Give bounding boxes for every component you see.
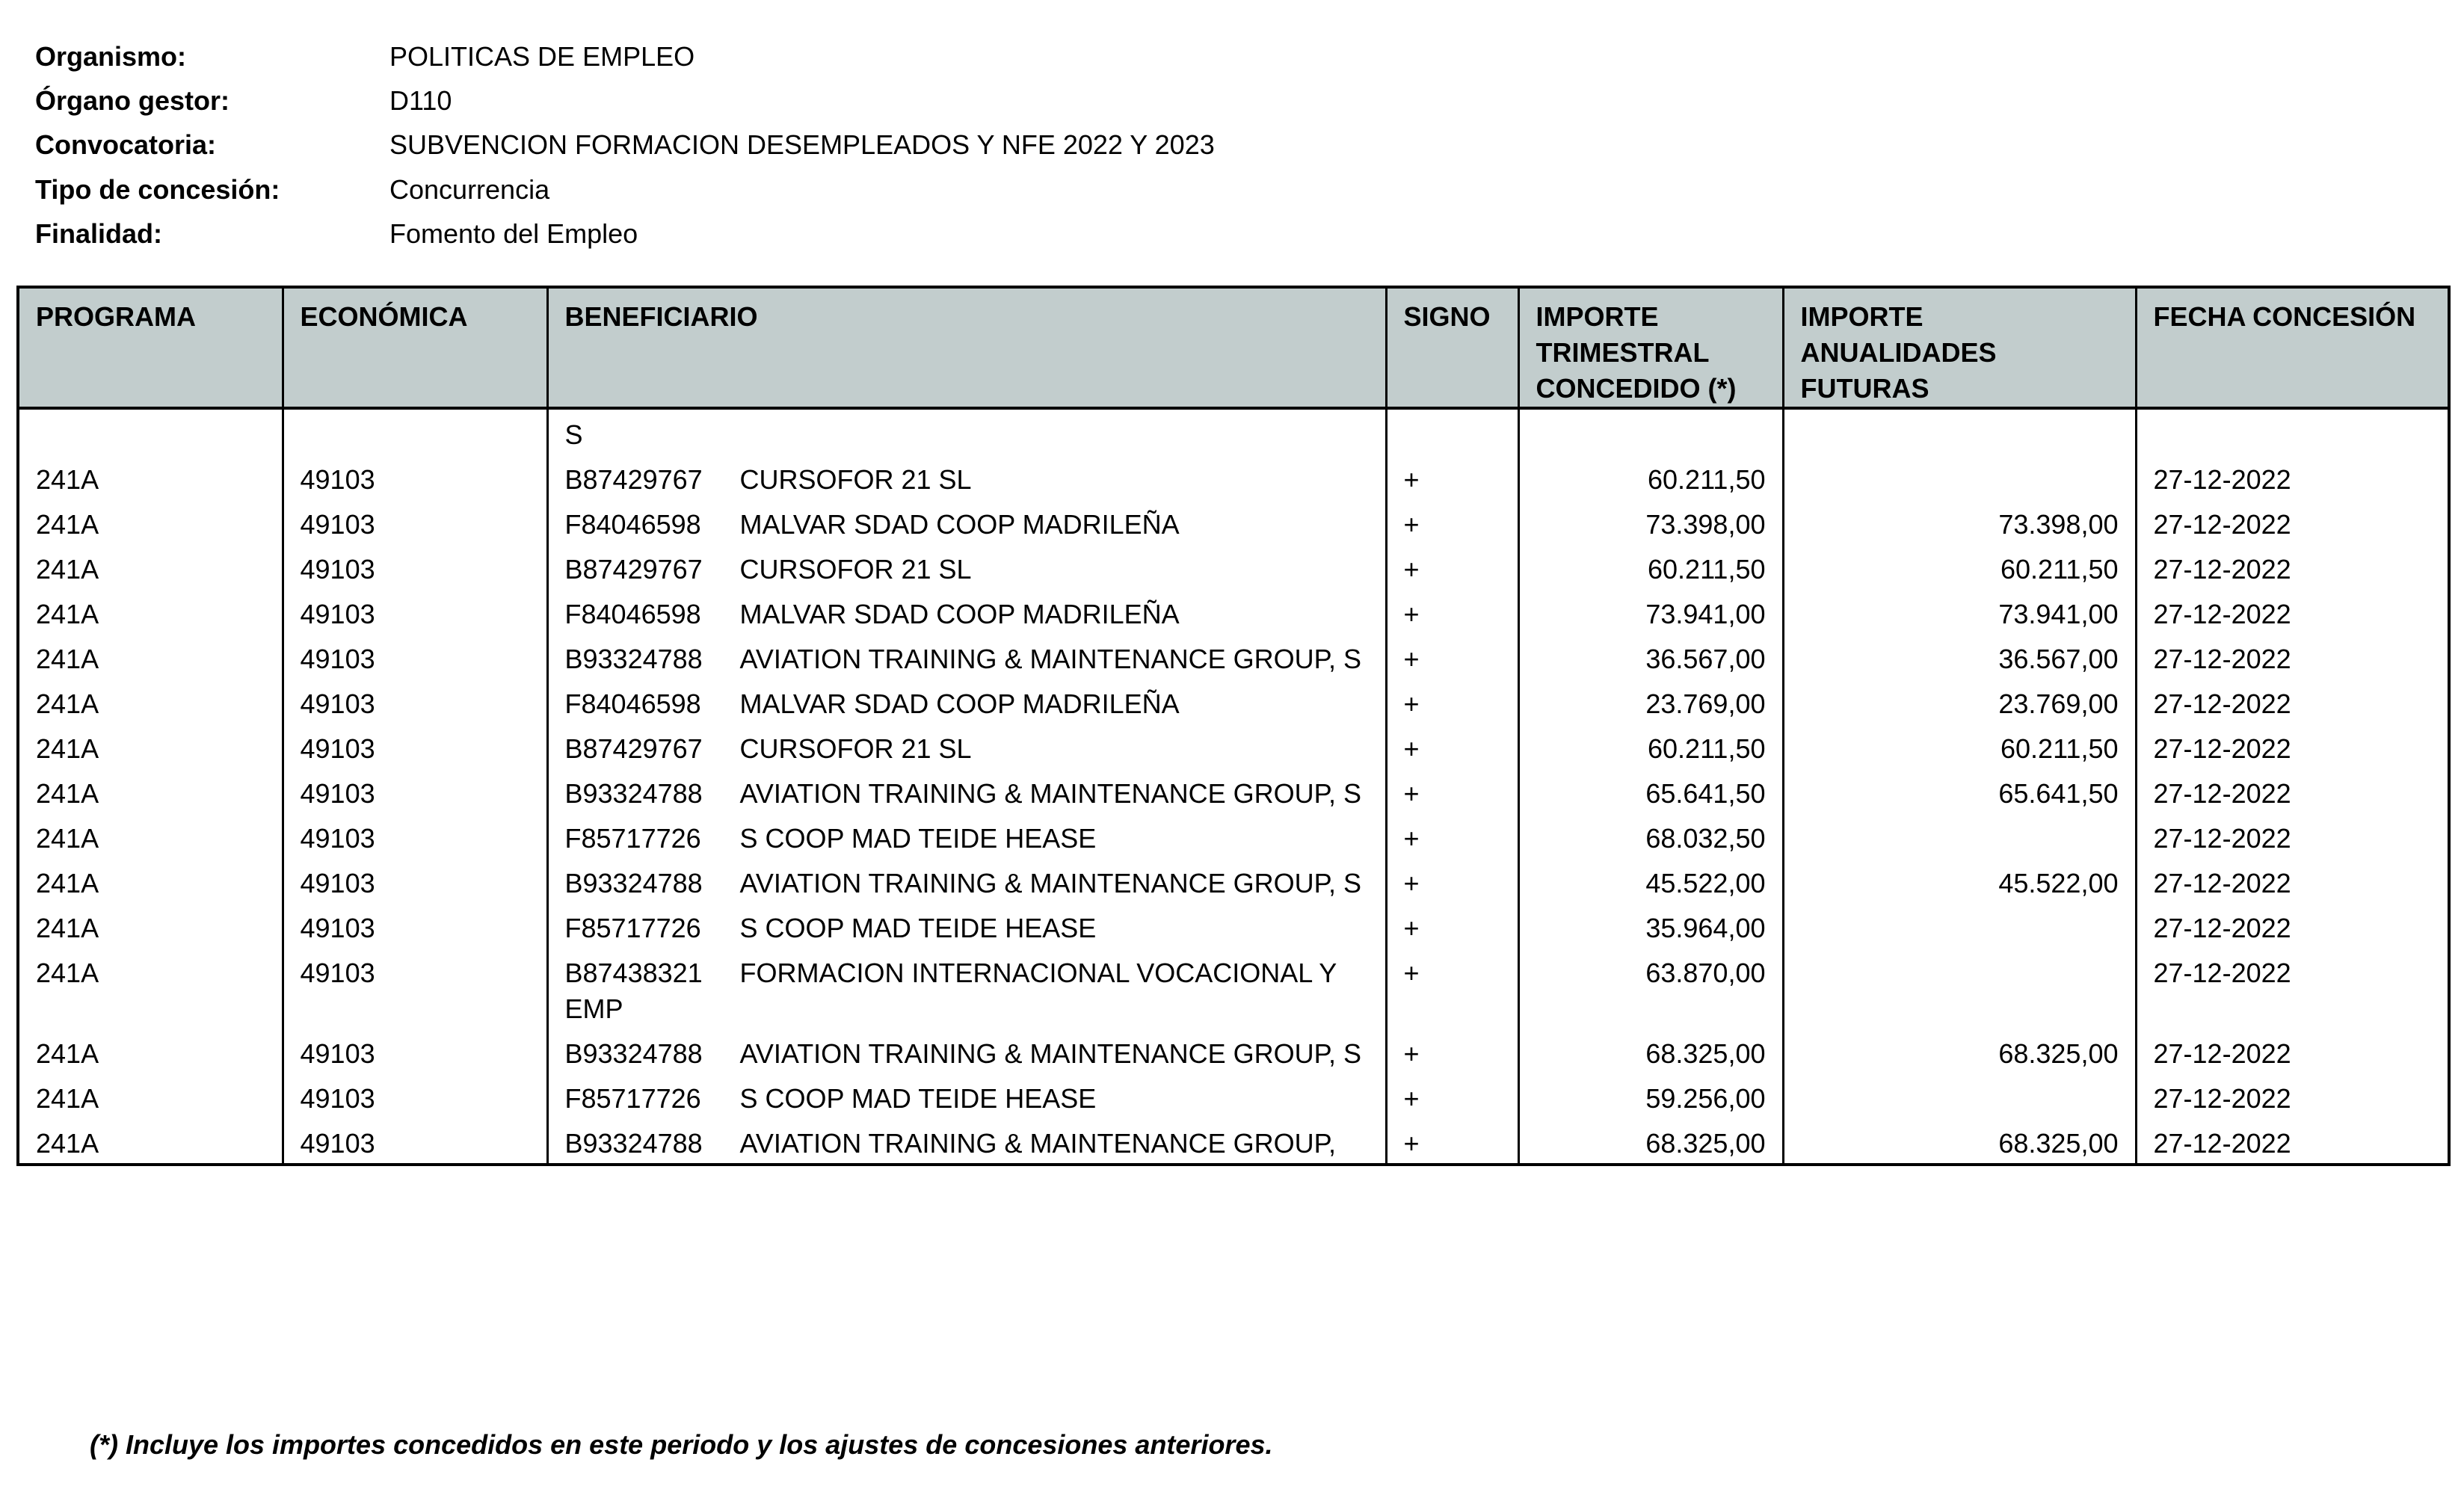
finalidad-label: Finalidad: (35, 218, 162, 250)
cell-importe-trimestral: 60.211,50 (1518, 454, 1783, 499)
table-row (18, 454, 2449, 499)
cell-programa: 241A (18, 724, 283, 768)
cell-importe-trimestral: 23.769,00 (1518, 679, 1783, 724)
table-row (18, 813, 2449, 858)
table-row (18, 1118, 2449, 1165)
cell-programa: 241A (18, 903, 283, 948)
cell-beneficiario (547, 1118, 1386, 1165)
beneficiario-nif: B93324788 (564, 1128, 703, 1159)
finalidad-row (35, 212, 1215, 256)
cell-fecha: 27-12-2022 (2136, 1073, 2449, 1118)
cell-economica: 49103 (283, 724, 547, 768)
cell-importe-trimestral: 73.941,00 (1518, 589, 1783, 634)
cell-economica: 49103 (283, 1073, 547, 1118)
cell-programa: 241A (18, 1073, 283, 1118)
cell-signo: + (1386, 589, 1518, 634)
cell-signo: + (1386, 454, 1518, 499)
beneficiario-nif: F84046598 (564, 509, 701, 540)
column-header-economica: ECONÓMICA (283, 287, 547, 408)
column-header-fecha: FECHA CONCESIÓN (2136, 287, 2449, 408)
beneficiario-nombre: S COOP MAD TEIDE HEASE (739, 913, 1097, 943)
cell-importe-trimestral: 68.032,50 (1518, 813, 1783, 858)
cell-fecha: 27-12-2022 (2136, 948, 2449, 1029)
cell-signo: + (1386, 1073, 1518, 1118)
convocatoria-label: Convocatoria: (35, 129, 217, 161)
cell-economica: 49103 (283, 768, 547, 813)
cell-beneficiario (547, 454, 1386, 499)
cell-signo: + (1386, 499, 1518, 544)
beneficiario-nombre: AVIATION TRAINING & MAINTENANCE GROUP, S (739, 644, 1361, 674)
cell-beneficiario (547, 544, 1386, 589)
organismo-row (35, 34, 1215, 78)
cell-signo: + (1386, 679, 1518, 724)
cell-fecha: 27-12-2022 (2136, 1029, 2449, 1073)
cell-importe-anualidades (1783, 1073, 2136, 1118)
tipo-concesion-label: Tipo de concesión: (35, 173, 280, 205)
grants-table (16, 286, 2451, 1166)
column-header-beneficiario: BENEFICIARIO (547, 287, 1386, 408)
cell-programa: 241A (18, 544, 283, 589)
organismo-value: POLITICAS DE EMPLEO (389, 40, 695, 72)
table-row (18, 768, 2449, 813)
table-row (18, 499, 2449, 544)
cell-importe-anualidades: 65.641,50 (1783, 768, 2136, 813)
beneficiario-nombre: MALVAR SDAD COOP MADRILEÑA (739, 688, 1180, 719)
cell-programa: 241A (18, 634, 283, 679)
cell-economica: 49103 (283, 1118, 547, 1165)
table-header-row (18, 287, 2449, 408)
beneficiario-nif: B87429767 (564, 733, 703, 764)
table-row (18, 724, 2449, 768)
cell-fecha: 27-12-2022 (2136, 903, 2449, 948)
beneficiario-nif: F85717726 (564, 823, 701, 854)
cell-beneficiario (547, 903, 1386, 948)
beneficiario-nif: B93324788 (564, 644, 703, 674)
cell-programa: 241A (18, 1118, 283, 1165)
beneficiario-nif: F85717726 (564, 913, 701, 943)
cell-importe-anualidades (1783, 948, 2136, 1029)
beneficiario-nombre: FORMACION INTERNACIONAL VOCACIONAL Y EMP (564, 958, 1337, 1024)
beneficiario-nombre: CURSOFOR 21 SL (739, 733, 972, 764)
cell-economica: 49103 (283, 1029, 547, 1073)
cell-fecha: 27-12-2022 (2136, 679, 2449, 724)
table-row (18, 544, 2449, 589)
document-header (35, 34, 1215, 256)
cell-fecha: 27-12-2022 (2136, 813, 2449, 858)
cell-signo: + (1386, 768, 1518, 813)
cell-fecha: 27-12-2022 (2136, 634, 2449, 679)
beneficiario-nif: B93324788 (564, 778, 703, 809)
table-row (18, 1029, 2449, 1073)
cell-importe-anualidades: 73.941,00 (1783, 589, 2136, 634)
organo-gestor-row (35, 78, 1215, 123)
footnote: (*) Incluye los importes concedidos en este periodo y los ajustes de concesiones anteriores. (90, 1429, 1273, 1460)
cell-signo: + (1386, 724, 1518, 768)
beneficiario-nombre: S COOP MAD TEIDE HEASE (739, 823, 1097, 854)
column-header-signo: SIGNO (1386, 287, 1518, 408)
cell-signo: + (1386, 1118, 1518, 1165)
cell-importe-anualidades (1783, 903, 2136, 948)
cell-signo: + (1386, 634, 1518, 679)
cell-beneficiario (547, 499, 1386, 544)
cell-fecha: 27-12-2022 (2136, 589, 2449, 634)
table-row (18, 634, 2449, 679)
cell-programa: 241A (18, 858, 283, 903)
cell-signo: + (1386, 903, 1518, 948)
cell-economica: 49103 (283, 858, 547, 903)
cell-importe-trimestral: 45.522,00 (1518, 858, 1783, 903)
cell-importe-anualidades: 68.325,00 (1783, 1118, 2136, 1165)
continuation-text: S (547, 408, 1386, 454)
table-row (18, 589, 2449, 634)
cell-importe-trimestral: 73.398,00 (1518, 499, 1783, 544)
cell-economica: 49103 (283, 589, 547, 634)
beneficiario-nif: B93324788 (564, 868, 703, 898)
cell-programa: 241A (18, 948, 283, 1029)
cell-fecha: 27-12-2022 (2136, 724, 2449, 768)
cell-importe-anualidades: 68.325,00 (1783, 1029, 2136, 1073)
cell-importe-anualidades: 45.522,00 (1783, 858, 2136, 903)
cell-programa: 241A (18, 813, 283, 858)
cell-economica: 49103 (283, 454, 547, 499)
cell-signo: + (1386, 858, 1518, 903)
cell-beneficiario (547, 724, 1386, 768)
cell-beneficiario (547, 1029, 1386, 1073)
cell-economica: 49103 (283, 544, 547, 589)
cell-beneficiario (547, 813, 1386, 858)
cell-beneficiario (547, 634, 1386, 679)
column-header-importe-anualidades: IMPORTE ANUALIDADES FUTURAS (1783, 287, 2136, 408)
tipo-concesion-row (35, 167, 1215, 212)
cell-fecha: 27-12-2022 (2136, 499, 2449, 544)
beneficiario-nif: F84046598 (564, 688, 701, 719)
tipo-concesion-value: Concurrencia (389, 173, 550, 205)
beneficiario-nombre: AVIATION TRAINING & MAINTENANCE GROUP, S (739, 1038, 1361, 1069)
cell-beneficiario (547, 1073, 1386, 1118)
beneficiario-nombre: CURSOFOR 21 SL (739, 464, 972, 495)
beneficiario-nombre: MALVAR SDAD COOP MADRILEÑA (739, 509, 1180, 540)
cell-economica: 49103 (283, 634, 547, 679)
table-row (18, 903, 2449, 948)
cell-programa: 241A (18, 768, 283, 813)
table-row (18, 1073, 2449, 1118)
cell-importe-anualidades (1783, 454, 2136, 499)
convocatoria-value: SUBVENCION FORMACION DESEMPLEADOS Y NFE 2022 Y 2023 (389, 129, 1215, 161)
beneficiario-nombre: AVIATION TRAINING & MAINTENANCE GROUP, S (739, 778, 1361, 809)
organismo-label: Organismo: (35, 40, 187, 72)
cell-beneficiario (547, 589, 1386, 634)
cell-fecha: 27-12-2022 (2136, 544, 2449, 589)
table-body (18, 408, 2449, 1165)
cell-importe-trimestral: 60.211,50 (1518, 724, 1783, 768)
beneficiario-nombre: AVIATION TRAINING & MAINTENANCE GROUP, (739, 1128, 1336, 1159)
cell-importe-trimestral: 60.211,50 (1518, 544, 1783, 589)
cell-signo: + (1386, 813, 1518, 858)
cell-beneficiario (547, 768, 1386, 813)
cell-economica: 49103 (283, 679, 547, 724)
cell-programa: 241A (18, 454, 283, 499)
cell-economica: 49103 (283, 948, 547, 1029)
beneficiario-nif: F85717726 (564, 1083, 701, 1114)
table-row (18, 858, 2449, 903)
finalidad-value: Fomento del Empleo (389, 218, 638, 250)
cell-fecha: 27-12-2022 (2136, 454, 2449, 499)
cell-fecha: 27-12-2022 (2136, 768, 2449, 813)
cell-importe-trimestral: 36.567,00 (1518, 634, 1783, 679)
cell-importe-anualidades: 36.567,00 (1783, 634, 2136, 679)
table-row (18, 948, 2449, 1029)
cell-beneficiario (547, 948, 1386, 1029)
cell-signo: + (1386, 1029, 1518, 1073)
cell-programa: 241A (18, 589, 283, 634)
cell-importe-anualidades: 73.398,00 (1783, 499, 2136, 544)
beneficiario-nif: B87438321 (564, 958, 703, 988)
continuation-row (18, 408, 2449, 454)
cell-programa: 241A (18, 679, 283, 724)
cell-programa: 241A (18, 1029, 283, 1073)
cell-importe-anualidades: 60.211,50 (1783, 544, 2136, 589)
cell-importe-anualidades: 23.769,00 (1783, 679, 2136, 724)
beneficiario-nif: F84046598 (564, 599, 701, 629)
beneficiario-nombre: CURSOFOR 21 SL (739, 554, 972, 585)
cell-importe-trimestral: 68.325,00 (1518, 1118, 1783, 1165)
cell-programa: 241A (18, 499, 283, 544)
beneficiario-nombre: AVIATION TRAINING & MAINTENANCE GROUP, S (739, 868, 1361, 898)
column-header-programa: PROGRAMA (18, 287, 283, 408)
cell-economica: 49103 (283, 813, 547, 858)
cell-beneficiario (547, 679, 1386, 724)
cell-importe-anualidades: 60.211,50 (1783, 724, 2136, 768)
cell-beneficiario (547, 858, 1386, 903)
cell-importe-trimestral: 59.256,00 (1518, 1073, 1783, 1118)
organo-gestor-label: Órgano gestor: (35, 85, 230, 117)
organo-gestor-value: D110 (389, 85, 452, 117)
cell-fecha: 27-12-2022 (2136, 1118, 2449, 1165)
beneficiario-nombre: MALVAR SDAD COOP MADRILEÑA (739, 599, 1180, 629)
beneficiario-nif: B93324788 (564, 1038, 703, 1069)
beneficiario-nombre: S COOP MAD TEIDE HEASE (739, 1083, 1097, 1114)
cell-economica: 49103 (283, 903, 547, 948)
cell-signo: + (1386, 948, 1518, 1029)
cell-economica: 49103 (283, 499, 547, 544)
convocatoria-row (35, 123, 1215, 167)
beneficiario-nif: B87429767 (564, 464, 703, 495)
cell-importe-trimestral: 65.641,50 (1518, 768, 1783, 813)
cell-importe-trimestral: 68.325,00 (1518, 1029, 1783, 1073)
beneficiario-nif: B87429767 (564, 554, 703, 585)
cell-importe-anualidades (1783, 813, 2136, 858)
column-header-importe-trimestral: IMPORTE TRIMESTRAL CONCEDIDO (*) (1518, 287, 1783, 408)
cell-importe-trimestral: 35.964,00 (1518, 903, 1783, 948)
cell-signo: + (1386, 544, 1518, 589)
table-row (18, 679, 2449, 724)
cell-importe-trimestral: 63.870,00 (1518, 948, 1783, 1029)
cell-fecha: 27-12-2022 (2136, 858, 2449, 903)
